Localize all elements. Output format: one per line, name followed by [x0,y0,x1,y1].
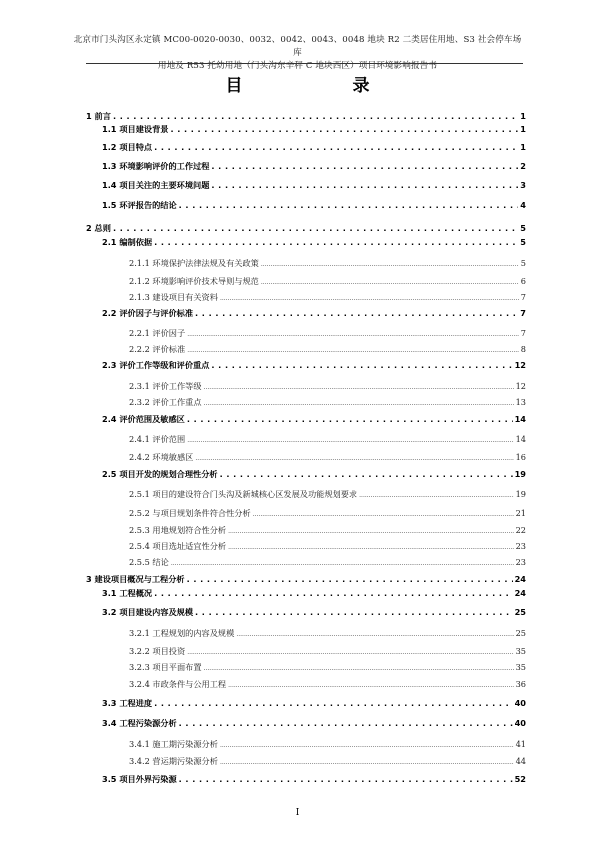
toc-entry-label: 2 总则 [86,223,111,233]
toc-dot-leader [171,557,514,567]
toc-entry-label: 2.3 评价工作等级和评价重点 [102,360,210,370]
toc-dot-leader [179,718,513,728]
toc-entry-label: 3.1 工程概况 [102,588,153,598]
toc-entry-page: 4 [520,200,526,210]
toc-dot-leader [220,756,514,766]
header-line-2: 用地及 R53 托幼用地（门头沟东辛秤 C 地块西区）项目环境影响报告书 [157,61,438,71]
toc-entry-level-2[interactable] [86,698,526,709]
toc-entry-page: 23 [515,557,526,567]
toc-entry-label: 2.1.2 环境影响评价技术导则与规范 [129,276,259,286]
toc-entry-page: 13 [515,397,526,407]
header-rule [86,63,523,64]
toc-entry-level-1[interactable] [86,223,526,234]
toc-entry-level-3[interactable] [86,739,526,750]
toc-entry-page: 35 [515,662,526,672]
toc-dot-leader [220,739,514,749]
toc-entry-page: 5 [520,223,526,233]
toc-dot-leader [261,276,519,286]
toc-entry-page: 19 [514,469,526,479]
toc-entry-label: 2.5 项目开发的规划合理性分析 [102,469,218,479]
toc-entry-level-3[interactable] [86,508,526,519]
toc-entry-level-3[interactable] [86,679,526,690]
toc-entry-label: 2.3.1 评价工作等级 [129,381,202,391]
toc-entry-page: 6 [520,276,526,286]
toc-entry-level-2[interactable] [86,607,526,618]
toc-entry-level-3[interactable] [86,328,526,339]
toc-entry-level-3[interactable] [86,381,526,392]
toc-entry-label: 2.5.2 与项目规划条件符合性分析 [129,508,251,518]
toc-dot-leader [204,381,514,391]
toc-entry-level-3[interactable] [86,541,526,552]
toc-entry-label: 2.5.1 项目的建设符合门头沟及新城核心区发展及功能规划要求 [129,489,358,499]
toc-entry-page: 16 [515,452,526,462]
toc-entry-label: 1.2 项目特点 [102,142,153,152]
toc-entry-label: 3.2.4 市政条件与公用工程 [129,679,227,689]
toc-dot-leader [179,774,513,784]
toc-entry-page: 7 [520,292,526,302]
toc-dot-leader [187,434,513,444]
toc-entry-label: 2.4 评价范围及敏感区 [102,414,185,424]
toc-dot-leader [187,328,519,338]
toc-entry-label: 2.4.1 评价范围 [129,434,186,444]
toc-dot-leader [154,698,512,708]
toc-entry-level-3[interactable] [86,276,526,287]
toc-entry-level-2[interactable] [86,237,526,248]
toc-dot-leader [154,142,518,152]
toc-entry-page: 12 [514,360,526,370]
toc-dot-leader [261,258,519,268]
toc-dot-leader [187,574,513,584]
toc-entry-level-2[interactable] [86,142,526,153]
toc-entry-page: 14 [515,434,526,444]
toc-dot-leader [179,200,519,210]
toc-entry-page: 14 [514,414,526,424]
toc-entry-page: 2 [520,161,526,171]
toc-dot-leader [187,646,513,656]
toc-dot-leader [220,292,519,302]
toc-entry-page: 25 [514,607,526,617]
toc-dot-leader [204,397,514,407]
toc-entry-page: 52 [514,774,526,784]
toc-dot-leader [204,662,514,672]
toc-entry-label: 2.5.4 项目选址适宜性分析 [129,541,227,551]
toc-dot-leader [154,237,518,247]
toc-dot-leader [154,588,512,598]
toc-entry-label: 2.2.2 评价标准 [129,344,186,354]
toc-entry-level-2[interactable] [86,588,526,599]
toc-dot-leader [195,607,513,617]
toc-entry-level-2[interactable] [86,718,526,729]
toc-entry-level-3[interactable] [86,434,526,445]
toc-dot-leader [195,308,518,318]
toc-entry-label: 2.5.3 用地规划符合性分析 [129,525,227,535]
toc-entry-level-2[interactable] [86,469,526,480]
toc-entry-level-3[interactable] [86,344,526,355]
toc-dot-leader [253,508,514,518]
toc-entry-level-3[interactable] [86,452,526,463]
toc-entry-level-3[interactable] [86,628,526,639]
toc-entry-label: 3.3 工程进度 [102,698,153,708]
toc-entry-label: 2.1.1 环境保护法律法规及有关政策 [129,258,259,268]
toc-entry-label: 1.1 项目建设背景 [102,124,169,134]
header-line-1: 北京市门头沟区永定镇 MC00-0020-0030、0032、0042、0043、0048 地块 R2 二类居住用地、S3 社会停车场库 [73,35,522,58]
toc-entry-level-3[interactable] [86,756,526,767]
toc-entry-level-3[interactable] [86,525,526,536]
page-number: I [295,808,300,818]
toc-dot-leader [359,489,513,499]
toc-entry-level-3[interactable] [86,646,526,657]
toc-entry-label: 3.2 项目建设内容及规模 [102,607,194,617]
toc-entry-level-2[interactable] [86,308,526,319]
toc-dot-leader [187,414,513,424]
toc-dot-leader [220,469,513,479]
toc-entry-page: 24 [514,574,526,584]
toc-entry-page: 1 [520,142,526,152]
toc-entry-page: 5 [520,258,526,268]
toc-entry-level-1[interactable] [86,574,526,585]
toc-dot-leader [195,452,513,462]
toc-entry-label: 2.5.5 结论 [129,557,169,567]
toc-entry-level-2[interactable] [86,360,526,371]
toc-entry-page: 41 [515,739,526,749]
toc-entry-label: 1.3 环境影响评价的工作过程 [102,161,210,171]
toc-entry-label: 3.4.1 施工期污染源分析 [129,739,218,749]
toc-entry-level-3[interactable] [86,397,526,408]
toc-entry-page: 1 [520,111,526,121]
toc-entry-page: 8 [520,344,526,354]
running-header [72,34,523,73]
toc-dot-leader [113,111,518,121]
toc-entry-level-2[interactable] [86,161,526,172]
toc-entry-level-1[interactable] [86,111,526,122]
toc-dot-leader [236,628,513,638]
toc-entry-level-2[interactable] [86,180,526,191]
toc-entry-level-3[interactable] [86,489,526,500]
toc-entry-level-3[interactable] [86,662,526,673]
toc-entry-label: 3.2.3 项目平面布置 [129,662,202,672]
toc-entry-label: 2.3.2 评价工作重点 [129,397,202,407]
toc-entry-label: 3.4.2 营运期污染源分析 [129,756,218,766]
toc-entry-page: 7 [520,308,526,318]
toc-entry-page: 7 [520,328,526,338]
toc-entry-page: 40 [514,718,526,728]
toc-entry-label: 3.4 工程污染源分析 [102,718,177,728]
toc-entry-page: 19 [515,489,526,499]
toc-entry-label: 3.2.2 项目投资 [129,646,186,656]
toc-dot-leader [211,161,518,171]
toc-entry-page: 25 [515,628,526,638]
toc-dot-leader [228,541,513,551]
toc-entry-page: 22 [515,525,526,535]
toc-dot-leader [170,124,518,134]
toc-entry-label: 1.4 项目关注的主要环境问题 [102,180,210,190]
toc-dot-leader [211,180,518,190]
toc-entry-level-2[interactable] [86,200,526,211]
toc-entry-level-3[interactable] [86,258,526,269]
toc-entry-label: 3.5 项目外界污染源 [102,774,177,784]
toc-entry-page: 40 [514,698,526,708]
toc-entry-page: 23 [515,541,526,551]
toc-entry-label: 3 建设项目概况与工程分析 [86,574,185,584]
toc-entry-label: 1 前言 [86,111,111,121]
toc-entry-page: 35 [515,646,526,656]
toc-entry-page: 1 [520,124,526,134]
toc-entry-label: 1.5 环评报告的结论 [102,200,177,210]
toc-entry-level-2[interactable] [86,414,526,425]
toc-entry-label: 2.2.1 评价因子 [129,328,186,338]
toc-entry-label: 2.4.2 环境敏感区 [129,452,194,462]
toc-entry-label: 3.2.1 工程规划的内容及规模 [129,628,235,638]
toc-entry-page: 21 [515,508,526,518]
toc-entry-page: 12 [515,381,526,391]
toc-title: 目 录 [225,76,422,96]
toc-entry-level-2[interactable] [86,124,526,135]
toc-entry-page: 44 [515,756,526,766]
toc-entry-page: 24 [514,588,526,598]
toc-entry-page: 3 [520,180,526,190]
toc-dot-leader [228,679,513,689]
toc-dot-leader [228,525,513,535]
toc-dot-leader [187,344,519,354]
toc-entry-level-3[interactable] [86,557,526,568]
toc-dot-leader [113,223,518,233]
toc-dot-leader [211,360,512,370]
toc-entry-level-2[interactable] [86,774,526,785]
toc-entry-label: 2.2 评价因子与评价标准 [102,308,194,318]
toc-entry-level-3[interactable] [86,292,526,303]
toc-entry-label: 2.1.3 建设项目有关资料 [129,292,218,302]
toc-entry-page: 5 [520,237,526,247]
toc-entry-label: 2.1 编制依据 [102,237,153,247]
toc-entry-page: 36 [515,679,526,689]
